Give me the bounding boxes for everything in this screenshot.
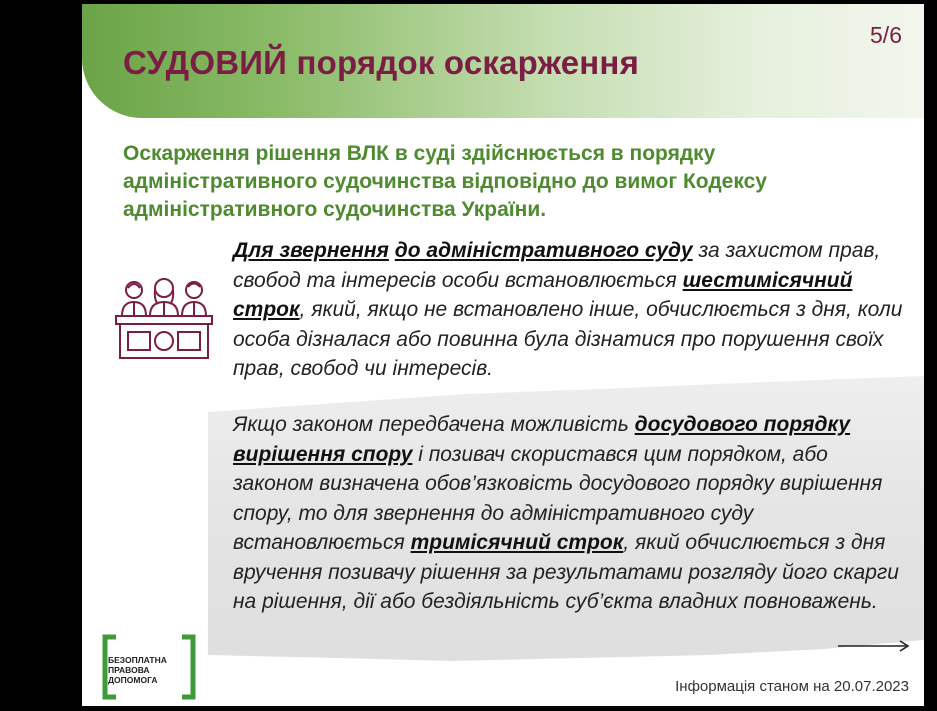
court-judges-icon [114,274,214,364]
logo-text [108,655,167,685]
logo-line: БЕЗОПЛАТНА [108,655,167,665]
slide [82,4,924,706]
logo-line: ДОПОМОГА [108,675,158,685]
text-fragment: , який, якщо не встановлено інше, обчислюється з дня, коли особа дізналася або повинна була дізнатися про порушення своїх прав, свобод чи інтересів. [233,298,903,380]
text-fragment: за захистом прав, свобод та інтересів особи встановлюється [233,239,881,292]
emphasis-appeal: Для звернення [233,239,389,262]
intro-text: Оскарження рішення ВЛК в суді здійснюється в порядку адміністративного судочинства відповідно до вимог Кодексу адміністративного судочинства України. [123,142,767,221]
text-fragment: , який обчислюється з дня вручення позивачу рішення за результатами розгляду його скарги на рішення, дії або бездіяльність суб’єкта владних повноважень. [233,531,899,613]
emphasis-six-month: шестимісячний строк [233,268,853,321]
arrow-right-icon[interactable] [838,640,910,652]
logo-line: ПРАВОВА [108,665,150,675]
info-date: Інформація станом на 20.07.2023 [675,678,909,695]
text-fragment: Якщо законом передбачена можливість [233,413,635,436]
page-number: 5/6 [870,22,902,48]
emphasis-admin-court: до адміністративного суду [394,239,693,262]
emphasis-three-month: тримісячний строк [410,531,624,554]
slide-title: СУДОВИЙ порядок оскарження [123,44,640,81]
paragraph-three-month-term [233,410,903,617]
text-fragment: і позивач скористався цим порядком, або законом визначена обов’язковість досудового порядку вирішення спору, то для звернення до адміністративного суду встановлюється [233,442,883,554]
emphasis-pretrial: досудового порядку вирішення спору [233,413,851,466]
paragraph-six-month-term [233,236,903,384]
